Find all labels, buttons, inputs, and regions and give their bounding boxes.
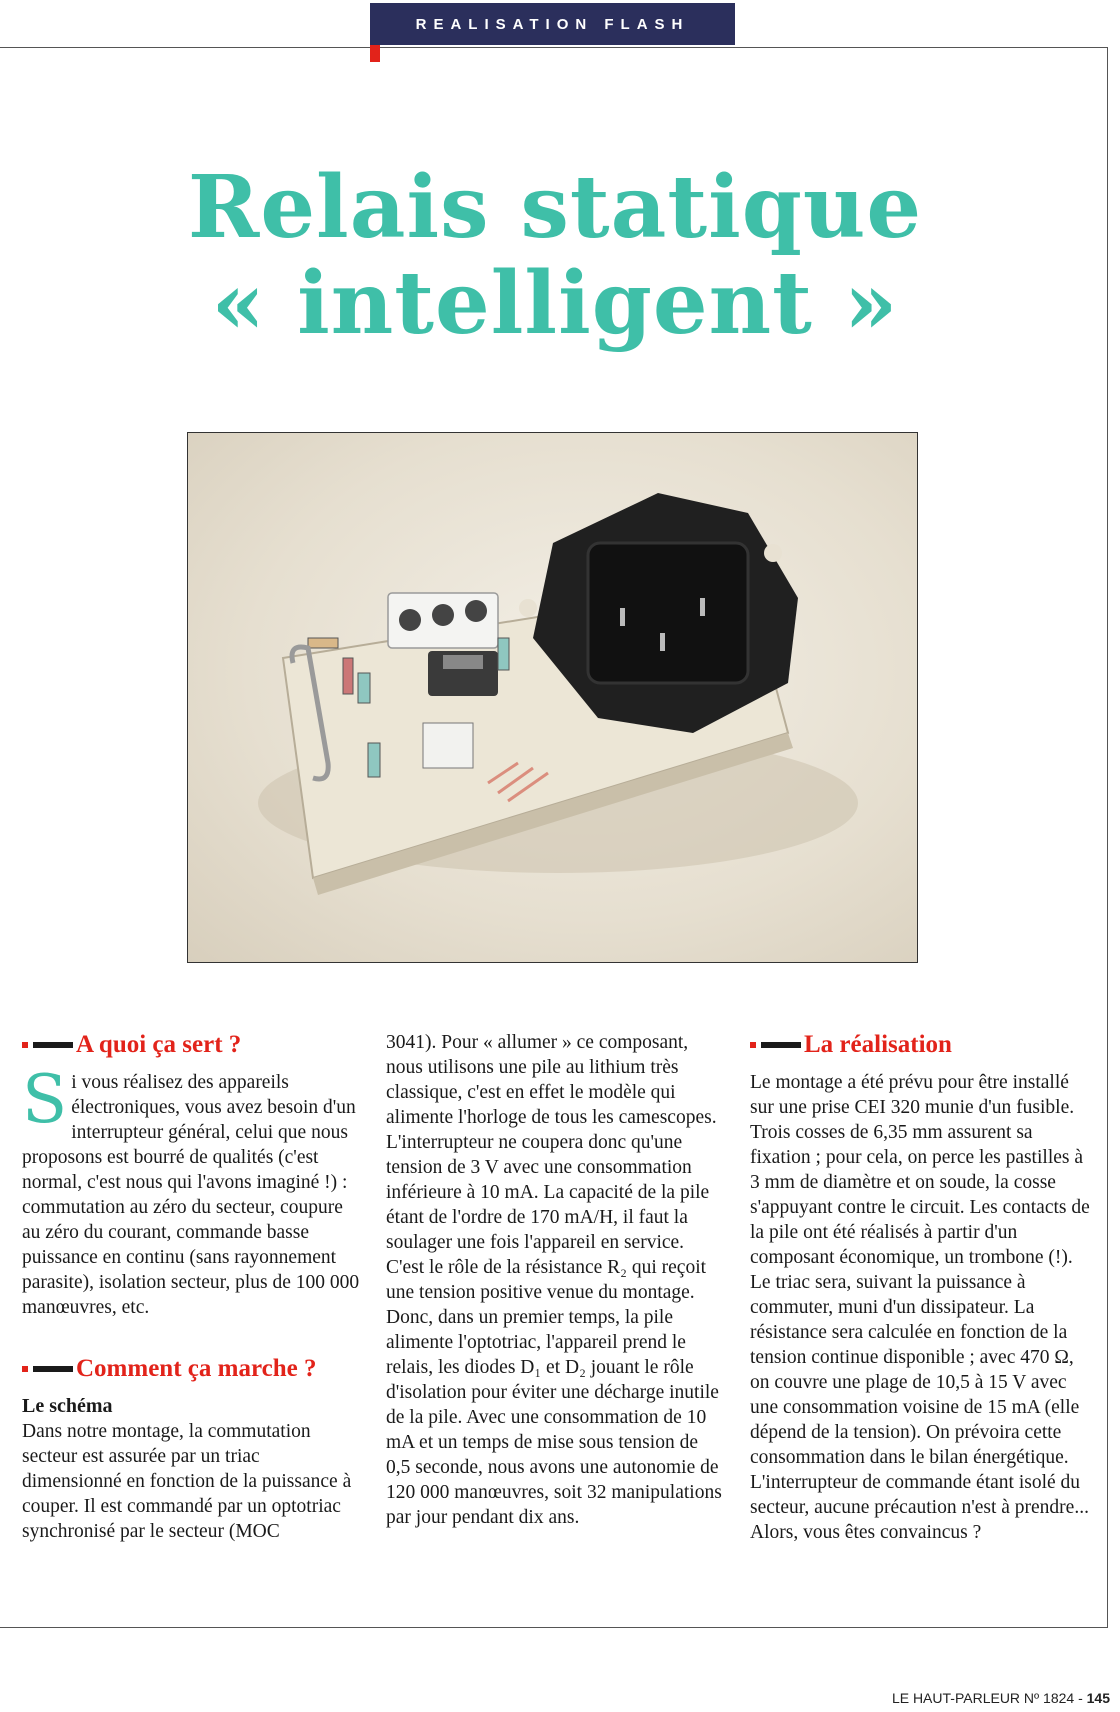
circuit-board-illustration [188,433,916,961]
column-3 [750,1030,1090,1545]
frame-bottom-rule [0,1627,1108,1628]
heading-bar-icon [761,1042,801,1048]
heading-bar-icon [33,1042,73,1048]
col2-paragraph-1: 3041). Pour « allumer » ce composant, nous utilisons une pile au lithium très classique, c'est en effet le modèle qui alimente l'horloge de tous les camescopes. [386,1032,717,1128]
page-footer [892,1690,1110,1706]
publication-name: LE HAUT-PARLEUR Nº 1824 - [891,1690,1083,1706]
heading-la-realisation: La réalisation [750,1030,1090,1060]
circuit-photo [187,432,918,963]
heading-bullet-icon [750,1042,756,1048]
heading-bullet-icon [22,1042,28,1048]
heading-a-quoi-ca-sert: A quoi ça sert ? [22,1030,362,1060]
subheading-le-schema: Le schéma [22,1395,113,1417]
heading-bullet-icon [22,1366,28,1372]
article-title [0,157,1110,354]
column-1 [22,1030,362,1544]
title-line-1: Relais statique [187,157,923,258]
schema-paragraph: Dans notre montage, la commutation secteur est assurée par un triac dimensionné en fonction de la puissance à couper. Il est commandé par un optotriac synchronisé par le secteur (MOC [22,1421,352,1542]
column-2 [386,1030,726,1530]
title-line-2: « intelligent » [211,253,899,354]
heading-bar-icon [33,1366,73,1372]
frame-top-rule [0,47,1108,48]
heading-comment-ca-marche: Comment ça marche ? [22,1354,362,1384]
realisation-paragraph: Le montage a été prévu pour être installé sur une prise CEI 320 munie d'un fusible. Trois cosses de 6,35 mm assurent sa fixation ; pour cela, on perce les pastilles à 3 mm de diamètre et on soude, la cosse s'appuyant contre le circuit. Les contacts de la pile ont été réalisés à partir d'un composant économique, un trombone (!). Le triac sera, suivant la puissance à commuter, muni d'un dissipateur. La résistance sera calculée en fonction de la tension continue disponible ; avec 470 Ω, on couvre une plage de 10,5 à 15 V avec une consommation voisine de 15 mA (elle dépend de la tension). On prévoira cette consommation dans le bilan énergétique. L'interrupteur de commande étant isolé du secteur, aucune précaution n'est à prendre... Alors, vous êtes convaincus ? [750,1072,1090,1543]
page-number: 145 [1086,1690,1110,1706]
intro-paragraph [22,1061,362,1320]
section-tab: REALISATION FLASH [370,3,735,45]
drop-cap: S [22,1061,68,1138]
intro-text: i vous réalisez des appareils électroniques, vous avez besoin d'un interrupteur général, celui que nous proposons est bourré de qualités (c'est normal, c'est nous qui l'avons imaginé !) : commutation au zéro du secteur, coupure au zéro du courant, commande basse puissance en continu (sans rayonnement parasite), isolation secteur, plus de 100 000 manœuvres, etc. [22,1072,360,1318]
col2-paragraph-2: L'interrupteur ne coupera donc qu'une tension de 3 V avec une consommation inférieure à 10 mA. La capacité de la pile étant de l'ordre de 170 mA/H, il faut la soulager une fois l'appareil en service. C'est le rôle de la résistance R₂ qui reçoit une tension positive venue du montage. Donc, dans un premier temps, la pile alimente l'optotriac, l'appareil prend le relais, les diodes D₁ et D₂ jouant le rôle d'isolation pour éviter une décharge inutile de la pile. Avec une consommation de 10 mA et un temps de mise sous tension de 0,5 seconde, nous avons une autonomie de 120 000 manœuvres, soit 32 manipulations par jour pendant dix ans. [386,1132,722,1528]
